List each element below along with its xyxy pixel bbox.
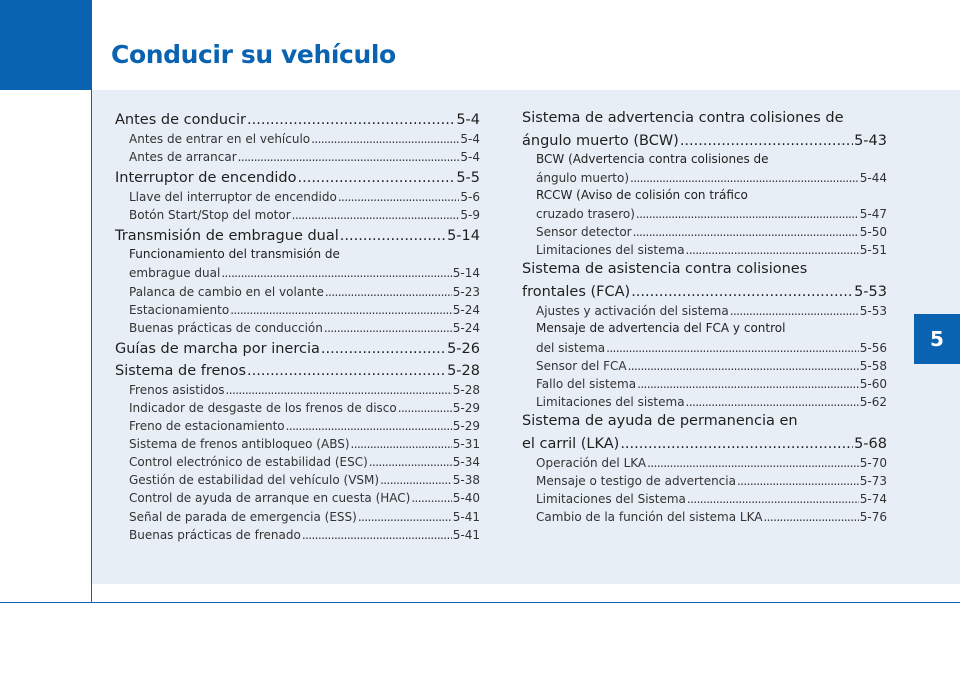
toc-entry-text: ángulo muerto (BCW) bbox=[522, 133, 679, 149]
toc-leader-dots bbox=[630, 170, 859, 187]
toc-entry-text: Buenas prácticas de conducción bbox=[129, 320, 323, 335]
toc-page-number: 5-29 bbox=[452, 400, 480, 415]
toc-subsection-entry[interactable] bbox=[115, 489, 480, 507]
toc-entry-text: Estacionamiento bbox=[129, 302, 230, 317]
toc-leader-dots bbox=[620, 434, 853, 454]
toc-subsection-entry[interactable] bbox=[522, 490, 887, 508]
toc-subsection-entry[interactable] bbox=[522, 357, 887, 375]
toc-subsection-entry[interactable] bbox=[115, 471, 480, 489]
toc-entry-text: Frenos asistidos bbox=[129, 382, 225, 397]
toc-page-number: 5-53 bbox=[859, 304, 887, 319]
toc-leader-dots bbox=[628, 358, 859, 375]
toc-entry-text: Limitaciones del sistema bbox=[536, 394, 685, 409]
toc-entry-text: Botón Start/Stop del motor bbox=[129, 208, 291, 223]
toc-entry-text: Fallo del sistema bbox=[536, 376, 637, 391]
toc-entry-text: Interruptor de encendido bbox=[115, 170, 297, 187]
toc-leader-dots bbox=[680, 131, 853, 151]
toc-leader-dots bbox=[230, 302, 452, 319]
toc-section-entry[interactable] bbox=[115, 359, 480, 381]
toc-entry-text: ángulo muerto) bbox=[536, 171, 630, 186]
toc-section-entry[interactable] bbox=[522, 129, 887, 151]
toc-page-number: 5-76 bbox=[859, 510, 887, 525]
toc-leader-dots bbox=[340, 226, 446, 246]
toc-page-number: 5-74 bbox=[859, 492, 887, 507]
toc-entry-text: Sistema de advertencia contra colisiones de bbox=[522, 110, 844, 126]
toc-leader-dots bbox=[380, 472, 452, 489]
toc-subsection-entry[interactable] bbox=[115, 435, 480, 453]
toc-leader-dots bbox=[633, 224, 859, 241]
toc-page-number: 5-28 bbox=[447, 362, 480, 379]
toc-page-number: 5-41 bbox=[452, 527, 480, 542]
toc-subsection-entry[interactable] bbox=[115, 148, 480, 166]
toc-page-number: 5-23 bbox=[452, 284, 480, 299]
toc-subsection-entry[interactable] bbox=[115, 453, 480, 471]
toc-page-number: 5-26 bbox=[447, 340, 480, 357]
toc-subsection-entry[interactable] bbox=[522, 320, 887, 338]
toc-page-number: 5-53 bbox=[854, 284, 887, 301]
toc-leader-dots bbox=[637, 376, 859, 393]
toc-leader-dots bbox=[247, 361, 446, 381]
toc-page-number: 5-24 bbox=[452, 320, 480, 335]
toc-subsection-entry[interactable] bbox=[522, 187, 887, 205]
toc-section-entry[interactable] bbox=[115, 337, 480, 359]
toc-page-number: 5-31 bbox=[452, 437, 480, 452]
toc-section-entry[interactable] bbox=[522, 108, 887, 129]
toc-subsection-entry[interactable] bbox=[115, 417, 480, 435]
toc-page-number: 5-9 bbox=[460, 208, 480, 223]
toc-subsection-entry[interactable] bbox=[522, 205, 887, 223]
bottom-rule bbox=[0, 602, 960, 603]
toc-page-number: 5-14 bbox=[452, 266, 480, 281]
toc-entry-text: Transmisión de embrague dual bbox=[115, 228, 339, 245]
toc-entry-text: embrague dual bbox=[129, 266, 221, 281]
toc-subsection-entry[interactable] bbox=[522, 508, 887, 526]
toc-subsection-entry[interactable] bbox=[115, 507, 480, 525]
toc-subsection-entry[interactable] bbox=[522, 375, 887, 393]
toc-leader-dots bbox=[398, 400, 452, 417]
toc-leader-dots bbox=[292, 207, 460, 224]
toc-entry-text: Indicador de desgaste de los frenos de disco bbox=[129, 400, 397, 415]
toc-entry-text: Antes de conducir bbox=[115, 112, 247, 128]
toc-entry-text: Llave del interruptor de encendido bbox=[129, 190, 337, 205]
toc-column-right bbox=[522, 108, 887, 526]
toc-leader-dots bbox=[686, 242, 859, 259]
toc-entry-text: Mensaje de advertencia del FCA y control bbox=[536, 321, 786, 336]
toc-entry-text: Antes de entrar en el vehículo bbox=[129, 132, 311, 147]
toc-subsection-entry[interactable] bbox=[115, 188, 480, 206]
toc-entry-text: Sistema de asistencia contra colisiones bbox=[522, 261, 808, 278]
toc-entry-text: Señal de parada de emergencia (ESS) bbox=[129, 509, 357, 524]
toc-entry-text: Antes de arrancar bbox=[129, 150, 237, 165]
toc-subsection-entry[interactable] bbox=[522, 169, 887, 187]
toc-entry-text: Guías de marcha por inercia bbox=[115, 340, 320, 357]
toc-entry-text: Sensor detector bbox=[536, 225, 632, 240]
toc-page-number: 5-5 bbox=[456, 170, 480, 187]
toc-leader-dots bbox=[686, 394, 859, 411]
toc-leader-dots bbox=[302, 527, 452, 544]
toc-section-entry[interactable] bbox=[115, 224, 480, 246]
toc-section-entry[interactable] bbox=[522, 411, 887, 432]
toc-entry-text: Limitaciones del Sistema bbox=[536, 492, 686, 507]
toc-leader-dots bbox=[369, 454, 452, 471]
toc-page-number: 5-4 bbox=[456, 112, 480, 128]
toc-page-number: 5-50 bbox=[859, 225, 887, 240]
toc-leader-dots bbox=[358, 509, 452, 526]
toc-page-number: 5-68 bbox=[854, 435, 887, 452]
toc-entry-text: Sistema de frenos bbox=[115, 362, 247, 379]
toc-section-entry[interactable] bbox=[115, 166, 480, 188]
toc-leader-dots bbox=[321, 339, 446, 359]
toc-entry-text: Control electrónico de estabilidad (ESC) bbox=[129, 455, 368, 470]
toc-subsection-entry[interactable] bbox=[115, 381, 480, 399]
toc-leader-dots bbox=[411, 490, 451, 507]
toc-leader-dots bbox=[221, 265, 451, 282]
toc-subsection-entry[interactable] bbox=[115, 264, 480, 282]
toc-entry-text: Funcionamiento del transmisión de bbox=[129, 247, 340, 262]
toc-subsection-entry[interactable] bbox=[522, 472, 887, 490]
toc-subsection-entry[interactable] bbox=[115, 282, 480, 300]
toc-section-entry[interactable] bbox=[522, 259, 887, 280]
toc-entry-text: BCW (Advertencia contra colisiones de bbox=[536, 152, 769, 166]
toc-entry-text: Sensor del FCA bbox=[536, 358, 627, 373]
toc-leader-dots bbox=[631, 282, 853, 302]
toc-entry-text: Control de ayuda de arranque en cuesta (HAC) bbox=[129, 491, 411, 506]
toc-column-left bbox=[115, 108, 480, 544]
toc-page-number: 5-41 bbox=[452, 509, 480, 524]
toc-entry-text: el carril (LKA) bbox=[522, 435, 620, 452]
toc-subsection-entry[interactable] bbox=[115, 399, 480, 417]
toc-entry-text: Cambio de la función del sistema LKA bbox=[536, 510, 763, 525]
toc-subsection-entry[interactable] bbox=[115, 301, 480, 319]
toc-page-number: 5-6 bbox=[460, 190, 480, 205]
toc-subsection-entry[interactable] bbox=[522, 223, 887, 241]
toc-entry-text: frontales (FCA) bbox=[522, 284, 631, 301]
toc-entry-text: Limitaciones del sistema bbox=[536, 243, 685, 258]
toc-entry-text: Gestión de estabilidad del vehículo (VSM) bbox=[129, 473, 380, 488]
toc-page-number: 5-73 bbox=[859, 474, 887, 489]
toc-leader-dots bbox=[687, 491, 859, 508]
toc-subsection-entry[interactable] bbox=[522, 454, 887, 472]
toc-entry-text: Mensaje o testigo de advertencia bbox=[536, 474, 736, 489]
toc-subsection-entry[interactable] bbox=[522, 151, 887, 169]
toc-entry-text: del sistema bbox=[536, 340, 606, 355]
toc-page-number: 5-4 bbox=[460, 150, 480, 165]
toc-page-number: 5-62 bbox=[859, 394, 887, 409]
toc-page-number: 5-28 bbox=[452, 382, 480, 397]
toc-entry-text: Freno de estacionamiento bbox=[129, 419, 285, 434]
toc-leader-dots bbox=[636, 206, 859, 223]
toc-entry-text: Buenas prácticas de frenado bbox=[129, 527, 301, 542]
toc-entry-text: cruzado trasero) bbox=[536, 207, 635, 222]
toc-entry-text: Sistema de ayuda de permanencia en bbox=[522, 412, 798, 429]
toc-page-number: 5-34 bbox=[452, 455, 480, 470]
toc-leader-dots bbox=[730, 303, 859, 320]
toc-subsection-entry[interactable] bbox=[115, 130, 480, 148]
toc-subsection-entry[interactable] bbox=[522, 338, 887, 356]
toc-subsection-entry[interactable] bbox=[115, 246, 480, 264]
toc-entry-text: Ajustes y activación del sistema bbox=[536, 304, 729, 319]
toc-leader-dots bbox=[606, 340, 859, 357]
toc-leader-dots bbox=[298, 168, 456, 188]
toc-page-number: 5-56 bbox=[859, 340, 887, 355]
toc-subsection-entry[interactable] bbox=[522, 241, 887, 259]
toc-section-entry[interactable] bbox=[115, 108, 480, 130]
toc-page-number: 5-40 bbox=[452, 491, 480, 506]
toc-leader-dots bbox=[763, 509, 858, 526]
toc-leader-dots bbox=[325, 284, 452, 301]
toc-entry-text: RCCW (Aviso de colisión con tráfico bbox=[536, 188, 748, 203]
toc-page-number: 5-14 bbox=[447, 228, 480, 245]
toc-leader-dots bbox=[737, 473, 859, 490]
toc-subsection-entry[interactable] bbox=[115, 319, 480, 337]
toc-leader-dots bbox=[286, 418, 452, 435]
toc-leader-dots bbox=[324, 320, 452, 337]
toc-leader-dots bbox=[338, 189, 460, 206]
toc-leader-dots bbox=[647, 455, 859, 472]
toc-leader-dots bbox=[311, 131, 459, 148]
toc-page-number: 5-24 bbox=[452, 302, 480, 317]
toc-entry-text: Operación del LKA bbox=[536, 455, 647, 470]
toc-leader-dots bbox=[247, 110, 455, 130]
toc-subsection-entry[interactable] bbox=[522, 302, 887, 320]
page-title: Conducir su vehículo bbox=[111, 40, 396, 69]
toc-leader-dots bbox=[238, 149, 460, 166]
toc-page-number: 5-4 bbox=[460, 132, 480, 147]
toc-page-number: 5-58 bbox=[859, 358, 887, 373]
toc-subsection-entry[interactable] bbox=[115, 206, 480, 224]
chapter-tab[interactable]: 5 bbox=[914, 314, 960, 364]
toc-section-entry[interactable] bbox=[522, 280, 887, 302]
toc-page-number: 5-43 bbox=[854, 133, 887, 149]
toc-section-entry[interactable] bbox=[522, 432, 887, 454]
toc-page-number: 5-38 bbox=[452, 473, 480, 488]
toc-page-number: 5-29 bbox=[452, 419, 480, 434]
toc-entry-text: Palanca de cambio en el volante bbox=[129, 284, 324, 299]
toc-leader-dots bbox=[226, 382, 452, 399]
toc-page-number: 5-60 bbox=[859, 376, 887, 391]
toc-subsection-entry[interactable] bbox=[115, 526, 480, 544]
toc-page-number: 5-47 bbox=[859, 207, 887, 222]
toc-leader-dots bbox=[351, 436, 452, 453]
toc-page-number: 5-44 bbox=[859, 171, 887, 186]
toc-page-number: 5-70 bbox=[859, 455, 887, 470]
corner-block bbox=[0, 0, 92, 90]
toc-entry-text: Sistema de frenos antibloqueo (ABS) bbox=[129, 437, 350, 452]
toc-page-number: 5-51 bbox=[859, 243, 887, 258]
toc-subsection-entry[interactable] bbox=[522, 393, 887, 411]
